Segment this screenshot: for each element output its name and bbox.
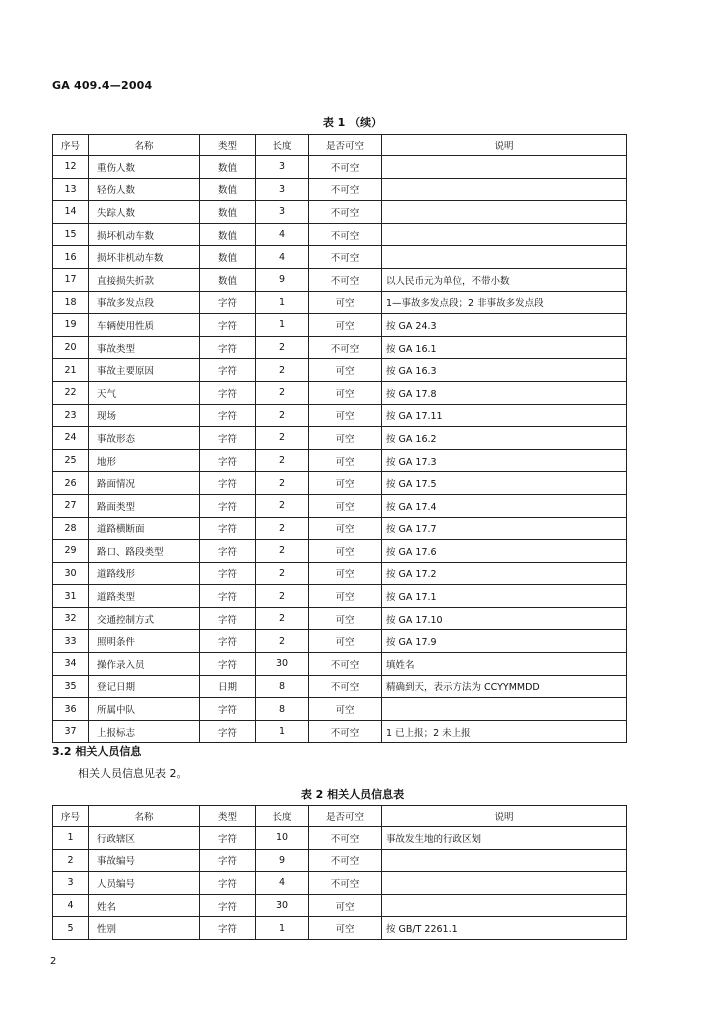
cell-length: 2 xyxy=(256,336,309,359)
cell-type: 字符 xyxy=(200,404,256,427)
cell-type: 数值 xyxy=(200,223,256,246)
cell-nullable: 可空 xyxy=(309,607,382,630)
cell-type: 字符 xyxy=(200,359,256,382)
col-header-nullable: 是否可空 xyxy=(309,135,382,156)
cell-type: 数值 xyxy=(200,268,256,291)
cell-description: 按 GA 17.4 xyxy=(382,494,627,517)
cell-name: 事故类型 xyxy=(89,336,200,359)
cell-description: 按 GA 17.10 xyxy=(382,607,627,630)
cell-nullable: 不可空 xyxy=(309,720,382,743)
cell-type: 字符 xyxy=(200,314,256,337)
cell-description: 按 GA 17.11 xyxy=(382,404,627,427)
cell-length: 3 xyxy=(256,156,309,179)
cell-type: 数值 xyxy=(200,156,256,179)
cell-nullable: 可空 xyxy=(309,698,382,721)
cell-index: 4 xyxy=(53,894,89,917)
table-row xyxy=(53,849,627,872)
cell-name: 事故主要原因 xyxy=(89,359,200,382)
section-heading: 3.2 相关人员信息 xyxy=(52,745,142,758)
cell-nullable: 可空 xyxy=(309,540,382,563)
cell-name: 天气 xyxy=(89,381,200,404)
cell-description: 按 GA 17.5 xyxy=(382,472,627,495)
cell-description xyxy=(382,872,627,895)
cell-length: 2 xyxy=(256,359,309,382)
cell-nullable: 可空 xyxy=(309,381,382,404)
col-header-length: 长度 xyxy=(256,806,309,827)
table-row xyxy=(53,917,627,940)
cell-nullable: 可空 xyxy=(309,449,382,472)
cell-description xyxy=(382,698,627,721)
cell-type: 字符 xyxy=(200,291,256,314)
table-row xyxy=(53,894,627,917)
cell-name: 事故形态 xyxy=(89,427,200,450)
cell-index: 20 xyxy=(53,336,89,359)
cell-description: 事故发生地的行政区划 xyxy=(382,827,627,850)
cell-type: 数值 xyxy=(200,178,256,201)
cell-type: 字符 xyxy=(200,698,256,721)
cell-length: 2 xyxy=(256,517,309,540)
cell-nullable: 可空 xyxy=(309,427,382,450)
col-header-description: 说明 xyxy=(382,135,627,156)
cell-length: 2 xyxy=(256,404,309,427)
cell-index: 26 xyxy=(53,472,89,495)
cell-type: 字符 xyxy=(200,540,256,563)
cell-length: 1 xyxy=(256,314,309,337)
cell-name: 道路横断面 xyxy=(89,517,200,540)
cell-length: 1 xyxy=(256,917,309,940)
cell-type: 字符 xyxy=(200,630,256,653)
cell-nullable: 不可空 xyxy=(309,653,382,676)
cell-type: 数值 xyxy=(200,201,256,224)
table-row xyxy=(53,585,627,608)
cell-name: 事故多发点段 xyxy=(89,291,200,314)
table-row xyxy=(53,872,627,895)
col-header-length: 长度 xyxy=(256,135,309,156)
cell-type: 字符 xyxy=(200,585,256,608)
cell-length: 2 xyxy=(256,472,309,495)
cell-length: 9 xyxy=(256,849,309,872)
cell-nullable: 不可空 xyxy=(309,223,382,246)
cell-name: 操作录入员 xyxy=(89,653,200,676)
cell-type: 字符 xyxy=(200,827,256,850)
cell-nullable: 可空 xyxy=(309,894,382,917)
cell-name: 所属中队 xyxy=(89,698,200,721)
cell-type: 字符 xyxy=(200,607,256,630)
table1-caption: 表 1 （续） xyxy=(322,116,383,129)
cell-nullable: 可空 xyxy=(309,917,382,940)
cell-description: 按 GA 17.6 xyxy=(382,540,627,563)
cell-length: 2 xyxy=(256,607,309,630)
cell-index: 34 xyxy=(53,653,89,676)
table-row xyxy=(53,336,627,359)
cell-nullable: 可空 xyxy=(309,494,382,517)
cell-length: 2 xyxy=(256,494,309,517)
cell-nullable: 可空 xyxy=(309,585,382,608)
cell-index: 13 xyxy=(53,178,89,201)
cell-length: 3 xyxy=(256,178,309,201)
cell-index: 29 xyxy=(53,540,89,563)
cell-type: 字符 xyxy=(200,917,256,940)
cell-name: 直接损失折款 xyxy=(89,268,200,291)
cell-name: 地形 xyxy=(89,449,200,472)
cell-index: 23 xyxy=(53,404,89,427)
cell-type: 字符 xyxy=(200,494,256,517)
cell-index: 17 xyxy=(53,268,89,291)
cell-nullable: 不可空 xyxy=(309,872,382,895)
cell-type: 字符 xyxy=(200,449,256,472)
cell-length: 2 xyxy=(256,540,309,563)
table2-header-row xyxy=(53,806,627,827)
cell-name: 路口、路段类型 xyxy=(89,540,200,563)
cell-index: 5 xyxy=(53,917,89,940)
cell-index: 28 xyxy=(53,517,89,540)
cell-nullable: 不可空 xyxy=(309,849,382,872)
cell-nullable: 可空 xyxy=(309,472,382,495)
cell-index: 16 xyxy=(53,246,89,269)
cell-name: 登记日期 xyxy=(89,675,200,698)
cell-index: 1 xyxy=(53,827,89,850)
cell-name: 损坏非机动车数 xyxy=(89,246,200,269)
table-row xyxy=(53,472,627,495)
cell-name: 现场 xyxy=(89,404,200,427)
cell-description: 按 GB/T 2261.1 xyxy=(382,917,627,940)
cell-name: 行政辖区 xyxy=(89,827,200,850)
cell-nullable: 不可空 xyxy=(309,268,382,291)
cell-nullable: 可空 xyxy=(309,562,382,585)
cell-length: 4 xyxy=(256,246,309,269)
cell-index: 3 xyxy=(53,872,89,895)
cell-type: 字符 xyxy=(200,872,256,895)
cell-description: 填姓名 xyxy=(382,653,627,676)
cell-nullable: 可空 xyxy=(309,314,382,337)
table-row xyxy=(53,246,627,269)
cell-description: 按 GA 24.3 xyxy=(382,314,627,337)
cell-description xyxy=(382,246,627,269)
cell-name: 事故编号 xyxy=(89,849,200,872)
cell-index: 19 xyxy=(53,314,89,337)
table-row xyxy=(53,827,627,850)
table-row xyxy=(53,201,627,224)
cell-description: 以人民币元为单位，不带小数 xyxy=(382,268,627,291)
cell-description: 按 GA 17.9 xyxy=(382,630,627,653)
table1 xyxy=(52,134,627,743)
cell-length: 10 xyxy=(256,827,309,850)
table-row xyxy=(53,698,627,721)
cell-length: 8 xyxy=(256,675,309,698)
cell-index: 2 xyxy=(53,849,89,872)
cell-nullable: 可空 xyxy=(309,291,382,314)
cell-type: 字符 xyxy=(200,336,256,359)
cell-nullable: 不可空 xyxy=(309,336,382,359)
cell-index: 33 xyxy=(53,630,89,653)
cell-length: 4 xyxy=(256,223,309,246)
cell-index: 15 xyxy=(53,223,89,246)
cell-name: 失踪人数 xyxy=(89,201,200,224)
cell-length: 8 xyxy=(256,698,309,721)
cell-nullable: 不可空 xyxy=(309,156,382,179)
cell-length: 30 xyxy=(256,894,309,917)
cell-nullable: 不可空 xyxy=(309,827,382,850)
cell-length: 30 xyxy=(256,653,309,676)
cell-index: 35 xyxy=(53,675,89,698)
table-row xyxy=(53,630,627,653)
cell-description: 按 GA 17.3 xyxy=(382,449,627,472)
cell-index: 25 xyxy=(53,449,89,472)
cell-length: 1 xyxy=(256,291,309,314)
cell-index: 37 xyxy=(53,720,89,743)
doc-code: GA 409.4—2004 xyxy=(52,79,153,92)
table-row xyxy=(53,291,627,314)
cell-nullable: 不可空 xyxy=(309,178,382,201)
cell-name: 车辆使用性质 xyxy=(89,314,200,337)
cell-nullable: 不可空 xyxy=(309,246,382,269)
table-row xyxy=(53,268,627,291)
cell-index: 18 xyxy=(53,291,89,314)
table-row xyxy=(53,653,627,676)
table-row xyxy=(53,675,627,698)
cell-type: 字符 xyxy=(200,517,256,540)
col-header-nullable: 是否可空 xyxy=(309,806,382,827)
cell-index: 22 xyxy=(53,381,89,404)
cell-length: 2 xyxy=(256,427,309,450)
cell-name: 损坏机动车数 xyxy=(89,223,200,246)
cell-length: 3 xyxy=(256,201,309,224)
cell-length: 2 xyxy=(256,630,309,653)
table1-header-row xyxy=(53,135,627,156)
cell-nullable: 不可空 xyxy=(309,675,382,698)
cell-index: 36 xyxy=(53,698,89,721)
cell-type: 字符 xyxy=(200,472,256,495)
col-header-index: 序号 xyxy=(53,135,89,156)
col-header-description: 说明 xyxy=(382,806,627,827)
cell-description xyxy=(382,178,627,201)
cell-description: 按 GA 16.2 xyxy=(382,427,627,450)
cell-type: 日期 xyxy=(200,675,256,698)
cell-index: 24 xyxy=(53,427,89,450)
cell-description: 按 GA 17.2 xyxy=(382,562,627,585)
cell-index: 32 xyxy=(53,607,89,630)
table-row xyxy=(53,178,627,201)
cell-index: 27 xyxy=(53,494,89,517)
cell-name: 人员编号 xyxy=(89,872,200,895)
cell-type: 字符 xyxy=(200,653,256,676)
cell-length: 2 xyxy=(256,562,309,585)
col-header-index: 序号 xyxy=(53,806,89,827)
cell-description: 精确到天，表示方法为 CCYYMMDD xyxy=(382,675,627,698)
table-row xyxy=(53,540,627,563)
table-row xyxy=(53,517,627,540)
cell-description: 1—事故多发点段；2 非事故多发点段 xyxy=(382,291,627,314)
cell-description: 1 已上报；2 未上报 xyxy=(382,720,627,743)
table-row xyxy=(53,494,627,517)
cell-length: 2 xyxy=(256,381,309,404)
table2-caption: 表 2 相关人员信息表 xyxy=(300,788,405,801)
table-row xyxy=(53,449,627,472)
cell-nullable: 可空 xyxy=(309,404,382,427)
cell-type: 数值 xyxy=(200,246,256,269)
cell-description: 按 GA 16.1 xyxy=(382,336,627,359)
cell-length: 9 xyxy=(256,268,309,291)
cell-nullable: 可空 xyxy=(309,359,382,382)
page-number: 2 xyxy=(50,956,57,967)
cell-index: 21 xyxy=(53,359,89,382)
cell-index: 30 xyxy=(53,562,89,585)
cell-name: 道路类型 xyxy=(89,585,200,608)
table-row xyxy=(53,607,627,630)
cell-name: 路面类型 xyxy=(89,494,200,517)
table-row xyxy=(53,427,627,450)
cell-description: 按 GA 17.7 xyxy=(382,517,627,540)
table-row xyxy=(53,359,627,382)
cell-description xyxy=(382,201,627,224)
cell-nullable: 不可空 xyxy=(309,201,382,224)
cell-index: 14 xyxy=(53,201,89,224)
cell-name: 交通控制方式 xyxy=(89,607,200,630)
cell-description: 按 GA 17.1 xyxy=(382,585,627,608)
col-header-type: 类型 xyxy=(200,135,256,156)
cell-type: 字符 xyxy=(200,381,256,404)
cell-length: 4 xyxy=(256,872,309,895)
table-row xyxy=(53,223,627,246)
cell-index: 31 xyxy=(53,585,89,608)
cell-name: 姓名 xyxy=(89,894,200,917)
cell-length: 2 xyxy=(256,585,309,608)
cell-index: 12 xyxy=(53,156,89,179)
section-text: 相关人员信息见表 2。 xyxy=(78,767,188,780)
table-row xyxy=(53,562,627,585)
cell-type: 字符 xyxy=(200,427,256,450)
cell-type: 字符 xyxy=(200,894,256,917)
cell-nullable: 可空 xyxy=(309,630,382,653)
cell-description xyxy=(382,849,627,872)
table-row xyxy=(53,720,627,743)
table-row xyxy=(53,156,627,179)
cell-type: 字符 xyxy=(200,849,256,872)
col-header-name: 名称 xyxy=(89,806,200,827)
cell-name: 性别 xyxy=(89,917,200,940)
cell-type: 字符 xyxy=(200,562,256,585)
cell-length: 1 xyxy=(256,720,309,743)
table-row xyxy=(53,381,627,404)
cell-name: 道路线形 xyxy=(89,562,200,585)
table2 xyxy=(52,805,627,940)
cell-description xyxy=(382,894,627,917)
col-header-type: 类型 xyxy=(200,806,256,827)
cell-description xyxy=(382,156,627,179)
cell-name: 上报标志 xyxy=(89,720,200,743)
cell-name: 重伤人数 xyxy=(89,156,200,179)
cell-nullable: 可空 xyxy=(309,517,382,540)
cell-description: 按 GA 17.8 xyxy=(382,381,627,404)
cell-name: 路面情况 xyxy=(89,472,200,495)
cell-name: 照明条件 xyxy=(89,630,200,653)
cell-name: 轻伤人数 xyxy=(89,178,200,201)
cell-length: 2 xyxy=(256,449,309,472)
cell-description xyxy=(382,223,627,246)
table-row xyxy=(53,404,627,427)
col-header-name: 名称 xyxy=(89,135,200,156)
cell-description: 按 GA 16.3 xyxy=(382,359,627,382)
table-row xyxy=(53,314,627,337)
cell-type: 字符 xyxy=(200,720,256,743)
